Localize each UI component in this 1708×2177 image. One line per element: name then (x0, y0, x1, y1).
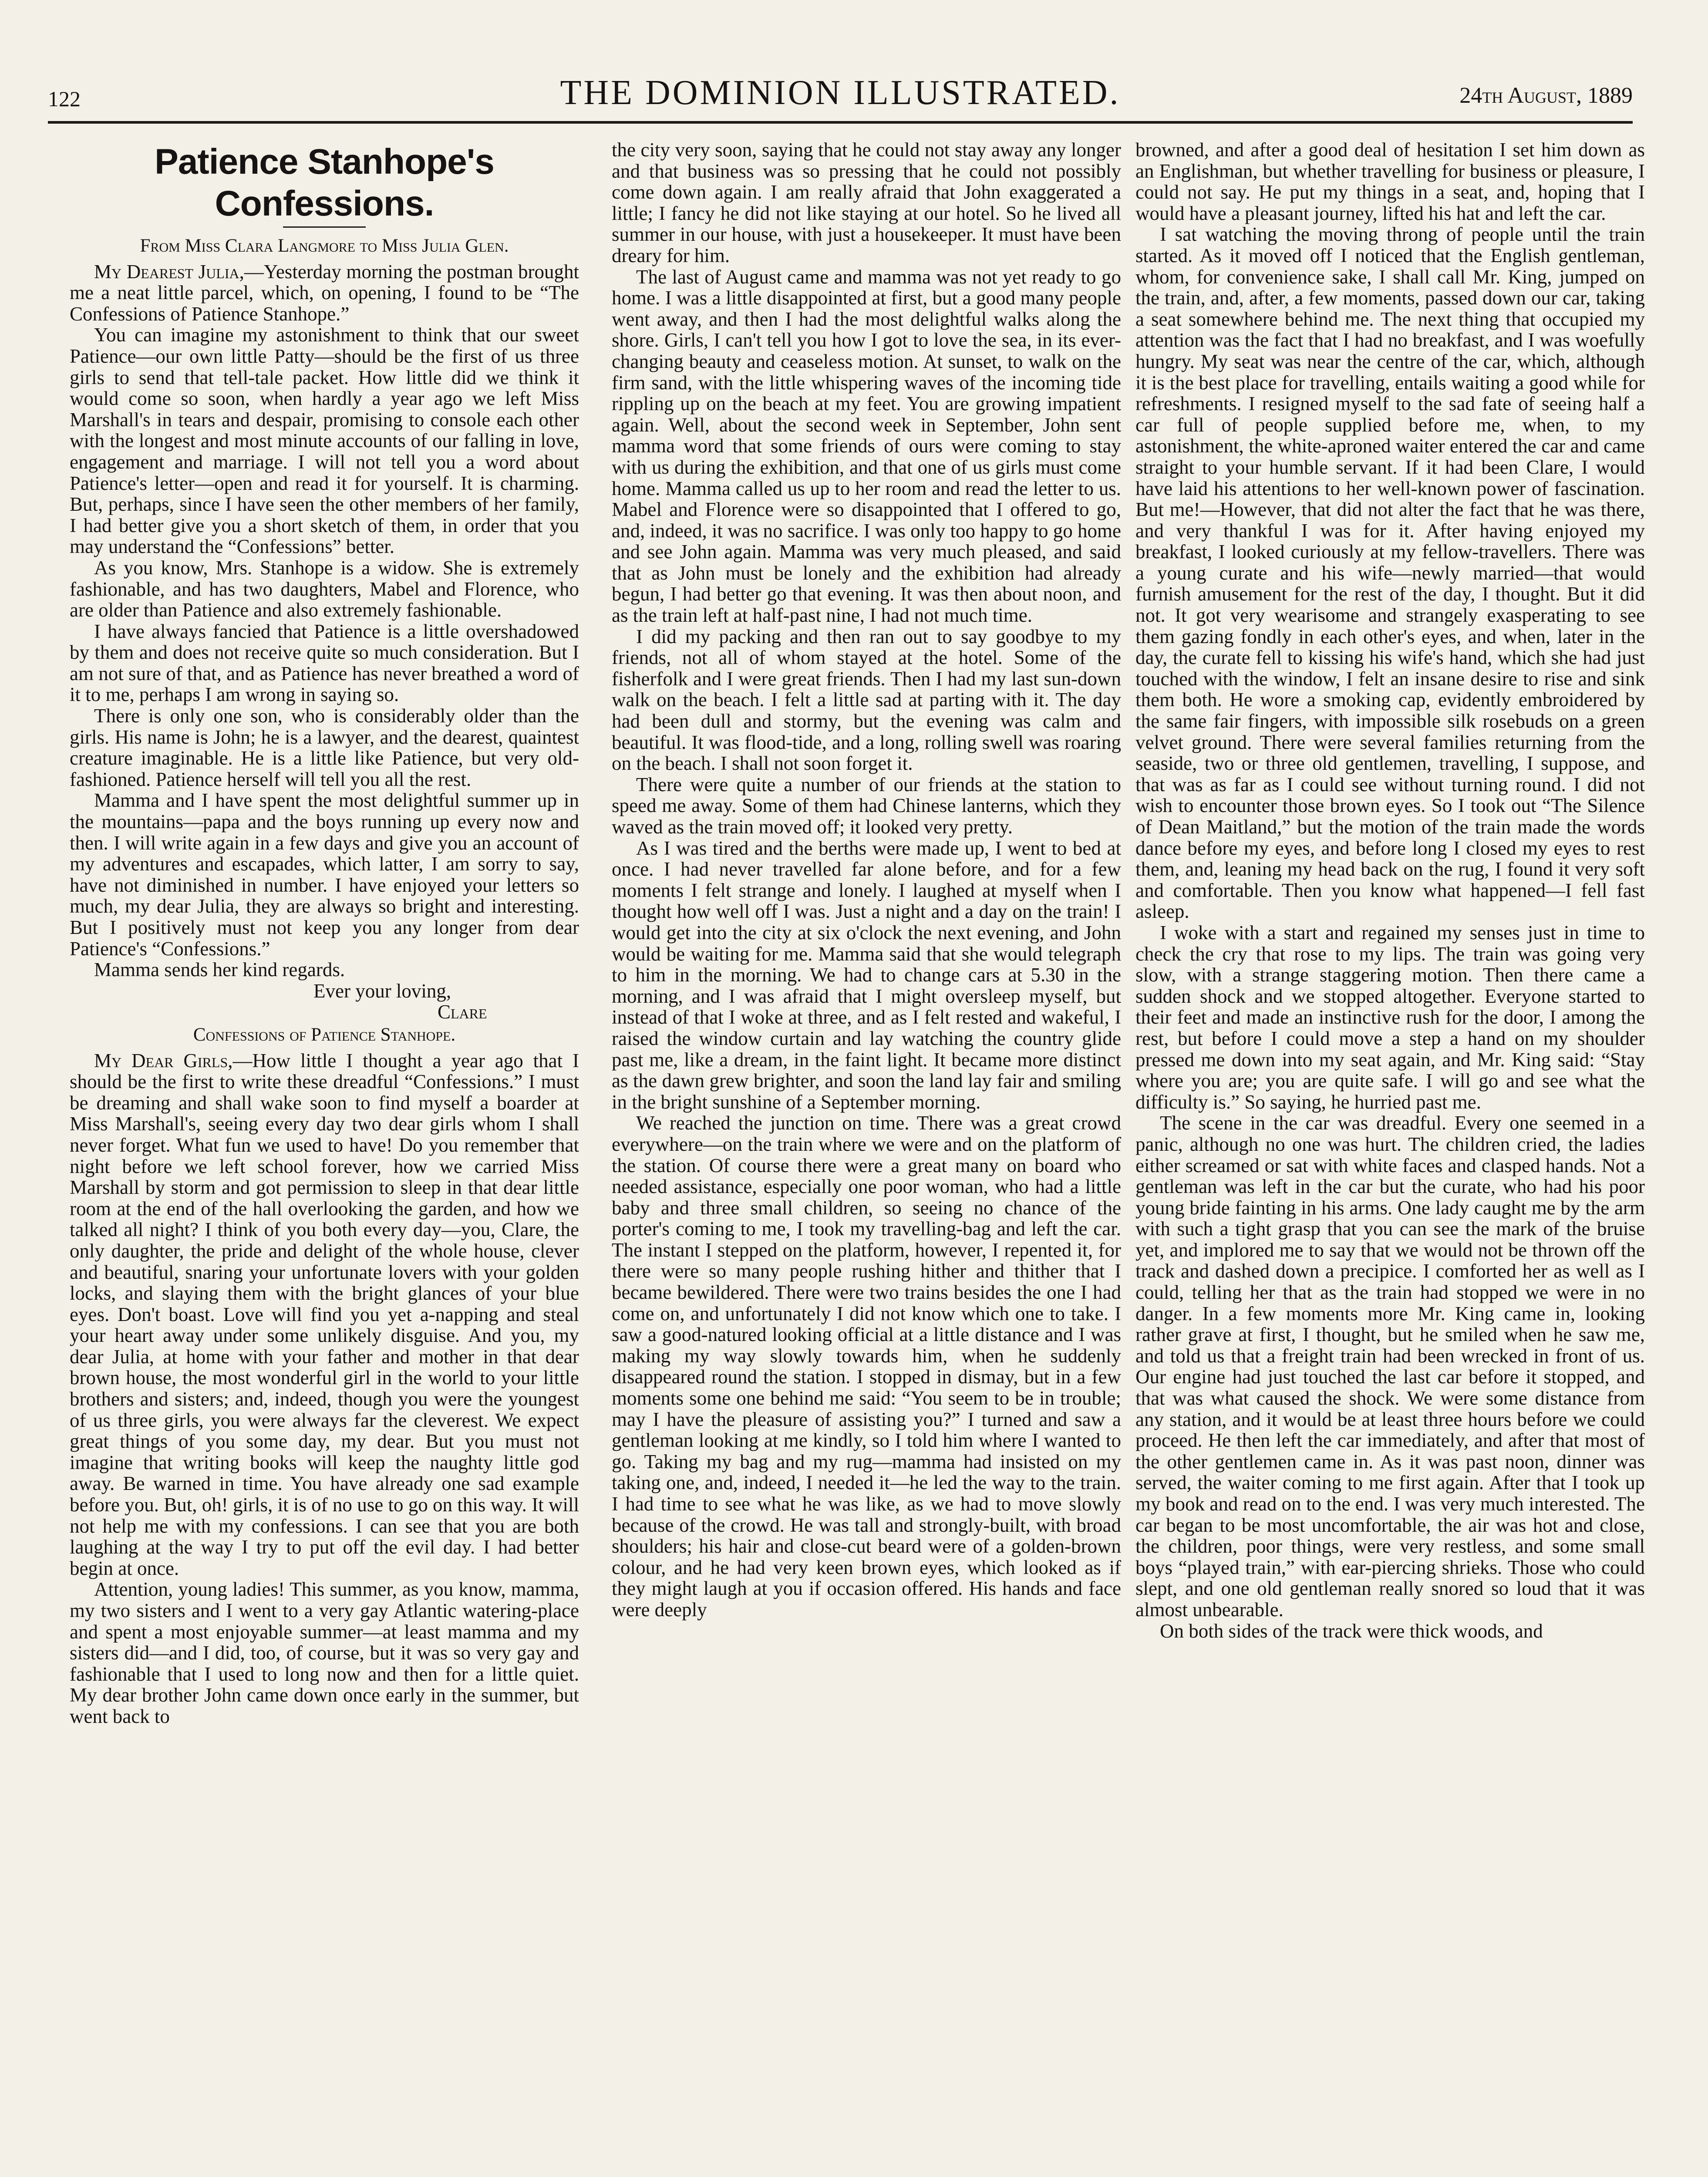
issue-date: 24th August, 1889 (1459, 83, 1633, 108)
confessions-heading: Confessions of Patience Stanhope. (193, 1024, 456, 1045)
confessions-paragraph: As I was tired and the berths were made up, I went to bed at once. I had never travelled far alone before, and for a few moments I felt strange and lonely. I laughed at myself when I thought how well off I was. Just a night and a day on the train! I would get into the city at six o'clock the next evening, and John would be waiting for me. Mamma said that she would telegraph to him in the morning. We had to change cars at 5.30 in the morning, and I was afraid that I might oversleep myself, but instead of that I woke at three, and as I felt rested and wakeful, I raised the window curtain and lay watching the country glide past me, like a dream, in the faint light. It became more distinct as the dawn grew brighter, and soon the land lay fair and smiling in the bright sunshine of a September morning. (612, 837, 1121, 1113)
letter-paragraph: I have always fancied that Patience is a little overshadowed by them and does not receive quite so much consideration. But I am not sure of that, and as Patience has never breathed a word of it to me, perhaps I am wrong in saying so. (70, 620, 579, 706)
letter-paragraph: Mamma sends her kind regards. (94, 959, 345, 981)
title-divider (283, 226, 366, 228)
column-2 (612, 139, 1121, 2177)
letter-paragraph: You can imagine my astonishment to think that our sweet Patience—our own little Patty—should be the first of us three girls to send that tell-tale packet. How little did we think it would come so soon, when hardly a year ago we left Miss Marshall's in tears and despair, promising to console each other with the longest and most minute accounts of our falling in love, engagement and marriage. I will not tell you a word about Patience's letter—open and read it for yourself. It is charming. But, perhaps, since I have seen the other members of her family, I had better give you a short sketch of them, in order that you may understand the “Confessions” better. (70, 324, 579, 558)
confessions-paragraph: There were quite a number of our friends at the station to speed me away. Some of them had Chinese lanterns, which they waved as the train moved off; it looked very pretty. (612, 773, 1121, 838)
confessions-paragraph: I woke with a start and regained my senses just in time to check the cry that rose to my lips. The train was going very slow, with a strange staggering motion. Then there came a sudden shock and we stopped altogether. Everyone started to their feet and made an instinctive rush for the door, I among the rest, but before I could move a step a hand on my shoulder pressed me down into my seat again, and Mr. King said: “Stay where you are; you are quite safe. I will go and see what the difficulty is.” So saying, he hurried past me. (1135, 921, 1645, 1113)
confessions-paragraph: The last of August came and mamma was not yet ready to go home. I was a little disappointed at first, but a good many people went away, and then I had the most delightful walks along the shore. Girls, I can't tell you how I got to love the sea, in its ever-changing beauty and ceaseless motion. At sunset, to walk on the firm sand, with the little whispering waves of the incoming tide rippling up on the beach at my feet. You are growing impatient again. Well, about the second week in September, John sent mamma word that some friends of ours were coming to stay with us during the exhibition, and that one of us girls must come home. Mamma called us up to her room and read the letter to us. Mabel and Florence were so disappointed that I offered to go, and, indeed, it was no sacrifice. I was only too happy to go home and see John again. Mamma was very much pleased, and said that as John must be lonely and the exhibition had already begun, I had better go that evening. It was then about noon, and as the train left at half-past nine, I had not much time. (612, 266, 1121, 627)
confessions-paragraph: My Dear Girls,—How little I thought a year ago that I should be the first to write these dreadful “Confessions.” I must be dreaming and shall wake soon to find myself a boarder at Miss Marshall's, seeing every day two dear girls whom I shall never forget. What fun we used to have! Do you remember that night before we left school forever, how we carried Miss Marshall by storm and got permission to sleep in that dear little room at the end of the hall overlooking the garden, and how we talked all night? I think of you both every day—you, Clare, the only daughter, the pride and delight of the whole house, clever and beautiful, snaring your unfortunate lovers with your golden locks, and slaying them with the bright glances of your blue eyes. Don't boast. Love will find you yet a-napping and steal your heart away under some unlikely disguise. And you, my dear Julia, at home with your father and mother in that dear brown house, the most wonderful girl in the world to your little brothers and sisters; and, indeed, though you were the youngest of us three girls, you were always far the cleverest. We expect great things of you some day, my dear. But you must not imagine that writing books will keep the naughty little god away. Be warned in time. You have already one sad example before you. But, oh! girls, it is of no use to go on this way. It will not help me with my confessions. I can see that you are both laughing at the way I try to put off the evil day. I had better begin at once. (70, 1049, 579, 1579)
letter-signature: Clare (438, 1001, 487, 1023)
article-title: Patience Stanhope's Confessions. (155, 142, 494, 223)
letter-from-line: From Miss Clara Langmore to Miss Julia Glen. (140, 236, 509, 256)
confessions-paragraph: We reached the junction on time. There was a great crowd everywhere—on the train where we were and on the platform of the station. Of course there were a great many on board who needed assistance, especially one poor woman, who had a little baby and three small children, so seeing no chance of the porter's coming to me, I took my travelling-bag and left the car. The instant I stepped on the platform, however, I repented it, for there were so many people rushing hither and thither that I became bewildered. There were two trains besides the one I had come on, and unfortunately I did not know which one to take. I saw a good-natured looking official at a little distance and I was making my way slowly towards him, when he suddenly disappeared round the station. I stopped in dismay, but in a few moments some one behind me said: “You seem to be in trouble; may I have the pleasure of assisting you?” I turned and saw a gentleman looking at me kindly, so I told him where I wanted to go. Taking my bag and my rug—mamma had insisted on my taking one, and, indeed, I needed it—he led the way to the train. I had time to see what he was like, as we had to move slowly because of the crowd. He was tall and strongly-built, with broad shoulders; his hair and close-cut beard were of a golden-brown colour, and he had very keen brown eyes, which looked as if they might laugh at you if occasion offered. His hands and face were deeply (612, 1112, 1121, 1621)
confessions-paragraph: On both sides of the track were thick woods, and (1160, 1620, 1543, 1642)
confessions-paragraph: The scene in the car was dreadful. Every one seemed in a panic, although no one was hurt. The children cried, the ladies either screamed or sat with white faces and clasped hands. Not a gentleman was left in the car but the curate, who had his poor young bride fainting in his arms. One lady caught me by the arm with such a tight grasp that you can see the mark of the bruise yet, and implored me to say that we would not be thrown off the track and dashed down a precipice. I comforted her as well as I could, telling her that as the train had stopped we were in no danger. In a few moments more Mr. King came in, looking rather grave at first, I thought, but he smiled when he saw me, and told us that a freight train had been wrecked in front of us. Our engine had just touched the last car before it stopped, and that was what caused the shock. We were some distance from any station, and it would be at least three hours before we could proceed. He then left the car immediately, and after that most of the other gentlemen came in. As it was past noon, dinner was served, the waiter coming to me first again. After that I took up my book and read on to the end. I was very much interested. The car began to be most uncomfortable, the air was hot and close, the children, poor things, were very restless, and some small boys “played train,” with ear-piercing shrieks. Those who could slept, and one old gentleman really snored so loud that it was almost unbearable. (1135, 1112, 1645, 1621)
confessions-paragraph: I did my packing and then ran out to say goodbye to my friends, not all of whom stayed at the hotel. Some of the fisherfolk and I were great friends. Then I had my last sun-down walk on the beach. I felt a little sad at parting with it. The day had been dull and stormy, but the evening was calm and beautiful. It was flood-tide, and a long, rolling swell was roaring on the beach. I shall not soon forget it. (612, 625, 1121, 775)
page-header (48, 73, 1633, 121)
confessions-paragraph: browned, and after a good deal of hesitation I set him down as an Englishman, but whether travelling for business or pleasure, I could not say. He put my things in a seat, and, hoping that I would have a pleasant journey, lifted his hat and left the car. (1135, 139, 1645, 224)
letter-paragraph: My Dearest Julia,—Yesterday morning the postman brought me a neat little parcel, which, on opening, I found to be “The Confessions of Patience Stanhope.” (70, 260, 579, 325)
letter-paragraph: There is only one son, who is considerably older than the girls. His name is John; he is a lawyer, and the dearest, quaintest creature imaginable. He is a little like Patience, but very old-fashioned. Patience herself will tell you all the rest. (70, 705, 579, 790)
confessions-salutation: My Dear Girls, (94, 1049, 233, 1072)
confessions-paragraph: Attention, young ladies! This summer, as you know, mamma, my two sisters and I went to a very gay Atlantic watering-place and spent a most enjoyable summer—at least mamma and my sisters did—and I did, too, of course, but it was so very gay and fashionable that I used to long now and then for a little quiet. My dear brother John came down once early in the summer, but went back to (70, 1578, 579, 1727)
column-3 (1135, 139, 1645, 2177)
letter-salutation: My Dearest Julia, (94, 260, 244, 283)
column-1 (70, 139, 579, 2177)
page-number: 122 (48, 87, 81, 111)
confessions-paragraph: the city very soon, saying that he could not stay away any longer and that business was so pressing that he could not possibly come down again. I am really afraid that John exaggerated a little; I fancy he did not like staying at our hotel. So he lived all summer in our house, with just a housekeeper. It must have been dreary for him. (612, 139, 1121, 266)
letter-paragraph: Mamma and I have spent the most delightful summer up in the mountains—papa and the boys running up every now and then. I will write again in a few days and give you an account of my adventures and escapades, which latter, I am sorry to say, have not diminished in number. I have enjoyed your letters so much, my dear Julia, they are always so bright and interesting. But I positively must not keep you any longer from dear Patience's “Confessions.” (70, 789, 579, 960)
letter-closing: Ever your loving, (313, 980, 451, 1002)
letter-paragraph: As you know, Mrs. Stanhope is a widow. She is extremely fashionable, and has two daughters, Mabel and Florence, who are older than Patience and also extremely fashionable. (70, 556, 579, 621)
header-rule (48, 121, 1633, 124)
confessions-paragraph: I sat watching the moving throng of people until the train started. As it moved off I noticed that the English gentleman, whom, for convenience sake, I shall call Mr. King, jumped on the train, and, after, a few moments, passed down our car, taking a seat somewhere behind me. The next thing that occupied my attention was the fact that I had no breakfast, and I was woefully hungry. My seat was near the centre of the car, which, although it is the best place for travelling, entails waiting a good while for refreshments. I resigned myself to the sad fate of seeing half a car full of people supplied before me, when, to my astonishment, the white-aproned waiter entered the car and came straight to your humble servant. If it had been Clare, I would have laid his attentions to her well-known power of fascination. But me!—However, that did not alter the fact that he was there, and very thankful I was for it. After having enjoyed my breakfast, I looked curiously at my fellow-travellers. There was a young curate and his wife—newly married—that would furnish amusement for the rest of the day, I thought. But it did not. It got very wearisome and strangely exasperating to see them gazing fondly in each other's eyes, and when, later in the day, the curate fell to kissing his wife's hand, which she had just touched with the window, I felt an insane desire to rise and sink them both. He wore a smoking cap, evidently embroidered by the same fair fingers, with impossible silk rosebuds on a green velvet ground. There were several families returning from the seaside, two or three old gentlemen, travelling, I suppose, and that was as far as I could see without turning round. I did not wish to encounter those brown eyes. So I took out “The Silence of Dean Maitland,” but the motion of the train made the words dance before my eyes, and before long I closed my eyes to rest them, and, leaning my head back on the rug, I found it very soft and comfortable. Then you know what happened—I fell fast asleep. (1135, 223, 1645, 923)
publication-title: THE DOMINION ILLUSTRATED. (560, 74, 1121, 112)
